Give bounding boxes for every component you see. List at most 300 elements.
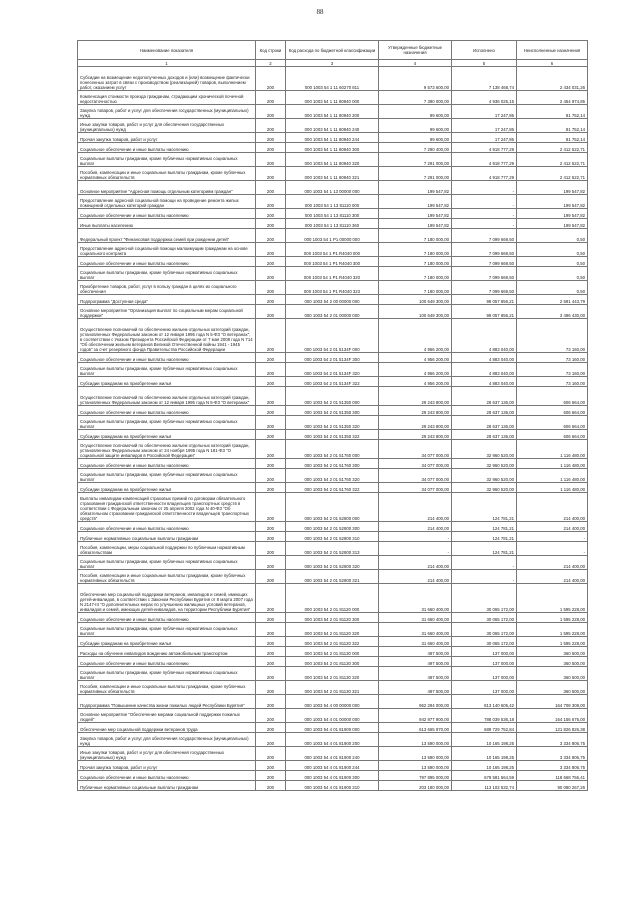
row-code: 200 <box>256 229 286 243</box>
row-name: Осуществление полномочий по обеспечению жильем отдельных категорий граждан, установленных Федеральным законом от 12 января 1995 года N 5-ФЗ "О ветеранах" <box>78 387 256 406</box>
row-executed: 30 065 172,00 <box>452 584 517 613</box>
column-index: 2 <box>256 60 286 67</box>
row-executed: 4 883 040,00 <box>452 377 517 387</box>
row-executed: 788 039 536,18 <box>452 709 517 723</box>
column-index: 5 <box>452 60 517 67</box>
row-remaining: 606 664,00 <box>517 430 588 440</box>
row-classification: 000 1003 54 2 01 51760 322 <box>286 483 379 493</box>
row-remaining: 2 412 522,71 <box>517 167 588 181</box>
row-executed: 28 637 136,00 <box>452 416 517 430</box>
row-name: Предоставление адресной социальной помощи на проведение ремонта жилых помещений отдельных категорий граждан <box>78 195 256 209</box>
row-classification: 000 1003 54 1 P1 R4040 000 <box>286 243 379 257</box>
row-classification: 000 1003 54 2 01 5134F 300 <box>286 353 379 363</box>
table-header-row <box>78 41 588 60</box>
row-classification: 000 1003 54 2 01 51350 000 <box>286 387 379 406</box>
table-row <box>78 267 588 281</box>
row-approved: 214 400,00 <box>379 556 452 570</box>
row-approved: 34 077 000,00 <box>379 469 452 483</box>
row-remaining: 1 116 480,00 <box>517 483 588 493</box>
row-executed: 4 883 040,00 <box>452 353 517 363</box>
row-remaining: 199 547,82 <box>517 219 588 229</box>
row-remaining: 121 826 826,38 <box>517 723 588 733</box>
row-remaining: 0,50 <box>517 267 588 281</box>
row-remaining: 606 664,00 <box>517 406 588 416</box>
header-executed: Исполнено <box>452 41 517 60</box>
row-approved: 4 956 200,00 <box>379 319 452 353</box>
row-remaining: 0,50 <box>517 243 588 257</box>
row-code: 200 <box>256 483 286 493</box>
row-approved: - <box>379 542 452 556</box>
table-row <box>78 733 588 747</box>
row-executed: 7 099 669,50 <box>452 229 517 243</box>
table-row <box>78 416 588 430</box>
row-classification: 000 1003 54 2 01 52800 300 <box>286 522 379 532</box>
row-remaining: 3 334 806,75 <box>517 747 588 761</box>
table-row <box>78 257 588 267</box>
table-row <box>78 570 588 584</box>
row-name: Компенсация стоимости проезда гражданам, страдающим хронической почечной недостаточностью <box>78 91 256 105</box>
row-name: Субсидии гражданам на приобретение жилья <box>78 430 256 440</box>
row-code: 200 <box>256 133 286 143</box>
table-row <box>78 363 588 377</box>
row-executed: 4 918 777,29 <box>452 167 517 181</box>
row-code: 200 <box>256 637 286 647</box>
row-code: 200 <box>256 522 286 532</box>
row-classification: 000 1003 54 2 01 81120 000 <box>286 584 379 613</box>
table-row <box>78 459 588 469</box>
row-executed: 17 247,86 <box>452 119 517 133</box>
row-remaining: - <box>517 542 588 556</box>
row-executed: 32 960 520,00 <box>452 459 517 469</box>
row-approved: 497 500,00 <box>379 647 452 657</box>
row-executed: 98 057 856,21 <box>452 295 517 305</box>
row-classification: 000 1003 54 2 01 81130 000 <box>286 647 379 657</box>
row-executed: 7 099 669,50 <box>452 257 517 267</box>
row-code: 200 <box>256 153 286 167</box>
table-row <box>78 469 588 483</box>
row-name: Социальное обеспечение и иные выплаты населению <box>78 657 256 667</box>
row-code: 200 <box>256 416 286 430</box>
row-classification: 000 1003 54 2 01 52800 000 <box>286 493 379 522</box>
row-approved: 31 660 400,00 <box>379 613 452 623</box>
row-name: Закупка товаров, работ и услуг для обеспечения государственных (муниципальных) нужд <box>78 105 256 119</box>
row-classification: 000 1003 54 1 13 00000 000 <box>286 181 379 195</box>
page-number: 88 <box>316 8 324 16</box>
row-name: Социальное обеспечение и иные выплаты населению <box>78 613 256 623</box>
row-classification: 000 1003 54 2 01 5134F 000 <box>286 319 379 353</box>
row-approved: 29 243 800,00 <box>379 406 452 416</box>
table-row <box>78 377 588 387</box>
row-classification: 000 1003 54 1 11 80940 320 <box>286 153 379 167</box>
table-row <box>78 67 588 91</box>
table-row <box>78 709 588 723</box>
row-remaining: 1 116 480,00 <box>517 440 588 459</box>
row-code: 200 <box>256 305 286 319</box>
table-row <box>78 133 588 143</box>
row-code: 200 <box>256 771 286 781</box>
row-code: 200 <box>256 377 286 387</box>
row-name: Социальное обеспечение и иные выплаты населению <box>78 459 256 469</box>
table-row <box>78 229 588 243</box>
row-approved: 4 956 200,00 <box>379 353 452 363</box>
row-executed: 10 165 198,25 <box>452 733 517 747</box>
row-remaining: 3 334 806,75 <box>517 761 588 771</box>
row-remaining: 2 434 031,26 <box>517 67 588 91</box>
row-classification: 000 1003 54 4 01 81900 240 <box>286 747 379 761</box>
row-executed: 4 883 040,00 <box>452 319 517 353</box>
row-code: 200 <box>256 469 286 483</box>
row-approved: 29 243 800,00 <box>379 387 452 406</box>
row-remaining: 73 160,00 <box>517 377 588 387</box>
row-remaining: 1 116 480,00 <box>517 459 588 469</box>
row-executed: 32 960 520,00 <box>452 483 517 493</box>
row-executed: 137 000,00 <box>452 647 517 657</box>
row-remaining: 214 400,00 <box>517 556 588 570</box>
row-name: Публичные нормативные социальные выплаты гражданам <box>78 532 256 542</box>
row-name: Осуществление полномочий по обеспечению жильем отдельных категорий граждан, установленных Федеральным законом от 24 ноября 1995 года N 181-ФЗ "О социальной защите инвалидов в Российской Федерации" <box>78 440 256 459</box>
row-approved: 7 390 000,00 <box>379 91 452 105</box>
row-name: Пособия, компенсации и иные социальные выплаты гражданам, кроме публичных нормативных обязательств <box>78 681 256 695</box>
row-classification: 000 1003 54 2 01 51760 300 <box>286 459 379 469</box>
row-name: Социальное обеспечение и иные выплаты населению <box>78 522 256 532</box>
row-executed: 7 138 468,74 <box>452 67 517 91</box>
row-classification: 000 1003 54 1 P1 00000 000 <box>286 229 379 243</box>
row-code: 200 <box>256 657 286 667</box>
row-classification: 000 1003 54 1 13 81110 000 <box>286 195 379 209</box>
row-executed: 30 065 172,00 <box>452 623 517 637</box>
row-code: 200 <box>256 667 286 681</box>
row-name: Пособия, компенсации, меры социальной поддержки по публичным нормативным обязательствам <box>78 542 256 556</box>
table-row <box>78 781 588 791</box>
table-row <box>78 483 588 493</box>
row-code: 200 <box>256 709 286 723</box>
column-index: 3 <box>286 60 379 67</box>
row-remaining: 2 412 522,71 <box>517 153 588 167</box>
row-approved: 99 600,00 <box>379 105 452 119</box>
row-name: Социальное обеспечение и иные выплаты населению <box>78 257 256 267</box>
row-classification: 000 1003 54 2 01 51760 000 <box>286 440 379 459</box>
row-classification: 000 1003 54 2 01 81120 320 <box>286 623 379 637</box>
row-remaining: 214 400,00 <box>517 522 588 532</box>
row-classification: 000 1003 54 2 01 81130 320 <box>286 667 379 681</box>
row-remaining: 0,50 <box>517 229 588 243</box>
table-row <box>78 440 588 459</box>
row-code: 200 <box>256 623 286 637</box>
row-code: 200 <box>256 267 286 281</box>
row-classification: 000 1003 54 2 01 81130 300 <box>286 657 379 667</box>
table-row <box>78 353 588 363</box>
row-name: Основное мероприятие "Организация выплат по социальным мерам социальной поддержки" <box>78 305 256 319</box>
row-classification: 000 1003 54 2 01 52800 313 <box>286 542 379 556</box>
row-approved: 4 956 200,00 <box>379 363 452 377</box>
row-name: Пособия, компенсации и иные социальные выплаты гражданам, кроме публичных нормативных обязательств <box>78 570 256 584</box>
row-approved: 34 077 000,00 <box>379 459 452 469</box>
row-code: 200 <box>256 257 286 267</box>
row-code: 200 <box>256 584 286 613</box>
row-executed: - <box>452 570 517 584</box>
row-name: Субсидии гражданам на приобретение жилья <box>78 377 256 387</box>
row-code: 200 <box>256 119 286 133</box>
row-approved: 7 180 000,00 <box>379 281 452 295</box>
row-remaining: 360 500,00 <box>517 667 588 681</box>
row-executed: 4 883 040,00 <box>452 363 517 377</box>
row-name: Социальные выплаты гражданам, кроме публичных нормативных социальных выплат <box>78 623 256 637</box>
row-code: 200 <box>256 733 286 747</box>
row-approved: 962 294 000,00 <box>379 695 452 709</box>
row-approved: 199 547,82 <box>379 181 452 195</box>
row-classification: 000 1003 54 2 01 52800 320 <box>286 556 379 570</box>
column-index: 6 <box>517 60 588 67</box>
table-row <box>78 281 588 295</box>
row-executed: 124 781,21 <box>452 542 517 556</box>
row-approved: 29 243 800,00 <box>379 430 452 440</box>
row-name: Иные выплаты населению <box>78 219 256 229</box>
row-code: 200 <box>256 493 286 522</box>
row-name: Субсидии гражданам на приобретение жилья <box>78 483 256 493</box>
row-approved: 7 180 000,00 <box>379 257 452 267</box>
row-approved: 214 400,00 <box>379 522 452 532</box>
row-code: 200 <box>256 167 286 181</box>
table-row <box>78 522 588 532</box>
row-classification: 000 1003 54 2 00 00000 000 <box>286 295 379 305</box>
row-remaining: 199 547,82 <box>517 209 588 219</box>
row-classification: 000 1003 54 2 01 81130 321 <box>286 681 379 695</box>
row-code: 200 <box>256 647 286 657</box>
row-name: Иные закупки товаров, работ и услуг для обеспечения государственных (муниципальных) нужд <box>78 119 256 133</box>
row-code: 200 <box>256 181 286 195</box>
row-executed: 32 960 520,00 <box>452 469 517 483</box>
table-row <box>78 295 588 305</box>
row-classification: 000 1003 54 1 11 80940 244 <box>286 133 379 143</box>
table-row <box>78 542 588 556</box>
row-name: Подпрограмма "Доступная среда" <box>78 295 256 305</box>
row-classification: 000 1003 54 2 01 51350 300 <box>286 406 379 416</box>
row-approved: 7 290 400,00 <box>379 143 452 153</box>
row-code: 200 <box>256 353 286 363</box>
table-row <box>78 153 588 167</box>
row-classification: 000 1003 54 4 00 00000 000 <box>286 695 379 709</box>
row-approved: 9 573 600,00 <box>379 67 452 91</box>
row-executed: 124 781,21 <box>452 522 517 532</box>
row-classification: 000 1003 54 1 P1 R4040 323 <box>286 281 379 295</box>
row-approved: 4 956 200,00 <box>379 377 452 387</box>
row-classification: 000 1003 54 1 11 80940 000 <box>286 91 379 105</box>
row-name: Публичные нормативные социальные выплаты гражданам <box>78 781 256 791</box>
row-code: 200 <box>256 570 286 584</box>
row-name: Подпрограмма "Повышение качества жизни пожилых людей Республики Бурятия" <box>78 695 256 709</box>
row-remaining: 81 752,14 <box>517 119 588 133</box>
row-executed: 137 000,00 <box>452 657 517 667</box>
row-approved: 13 590 000,00 <box>379 761 452 771</box>
row-classification: 000 1003 54 1 11 60270 811 <box>286 67 379 91</box>
row-code: 200 <box>256 209 286 219</box>
row-name: Основное мероприятие "Адресная помощь отдельным категориям граждан" <box>78 181 256 195</box>
row-remaining: 164 708 309,00 <box>517 695 588 709</box>
row-remaining: 606 664,00 <box>517 387 588 406</box>
row-name: Обеспечение мер социальной поддержки ветеранов труда <box>78 723 256 733</box>
row-executed: 30 065 172,00 <box>452 613 517 623</box>
table-row <box>78 657 588 667</box>
row-remaining: 0,50 <box>517 281 588 295</box>
table-row <box>78 556 588 570</box>
header-class: Код расхода по бюджетной классификации <box>286 41 379 60</box>
table-row <box>78 119 588 133</box>
row-name: Социальные выплаты гражданам, кроме публичных нормативных социальных выплат <box>78 363 256 377</box>
row-approved: 797 895 000,00 <box>379 771 452 781</box>
row-remaining: 214 400,00 <box>517 570 588 584</box>
row-approved: 497 500,00 <box>379 667 452 681</box>
row-approved: 31 660 400,00 <box>379 584 452 613</box>
table-body <box>78 67 588 791</box>
row-executed: - <box>452 195 517 209</box>
row-classification: 000 1003 54 4 01 81900 310 <box>286 781 379 791</box>
row-approved: 7 291 000,00 <box>379 167 452 181</box>
row-remaining: 360 500,00 <box>517 647 588 657</box>
row-name: Социальные выплаты гражданам, кроме публичных нормативных социальных выплат <box>78 469 256 483</box>
row-executed: 4 936 025,15 <box>452 91 517 105</box>
row-code: 200 <box>256 613 286 623</box>
table-row <box>78 143 588 153</box>
row-code: 200 <box>256 681 286 695</box>
row-classification: 000 1003 54 1 11 80940 321 <box>286 167 379 181</box>
table-row <box>78 771 588 781</box>
header-approved: Утвержденные бюджетные назначения <box>379 41 452 60</box>
table-row <box>78 681 588 695</box>
row-name: Основное мероприятие "Обеспечение мерами социальной поддержки пожилых людей" <box>78 709 256 723</box>
row-executed: 98 057 856,21 <box>452 305 517 319</box>
row-remaining: 1 595 228,00 <box>517 584 588 613</box>
table-row <box>78 167 588 181</box>
table-row <box>78 532 588 542</box>
row-executed: 7 099 669,50 <box>452 267 517 281</box>
row-approved: 31 660 400,00 <box>379 623 452 637</box>
row-approved: - <box>379 532 452 542</box>
table-row <box>78 387 588 406</box>
row-approved: 214 400,00 <box>379 570 452 584</box>
row-approved: 203 180 000,00 <box>379 781 452 791</box>
row-executed: 17 247,86 <box>452 105 517 119</box>
row-executed: 689 729 752,84 <box>452 723 517 733</box>
row-code: 200 <box>256 219 286 229</box>
row-executed: 124 781,21 <box>452 493 517 522</box>
row-code: 200 <box>256 281 286 295</box>
row-executed: 28 637 136,00 <box>452 406 517 416</box>
row-approved: 34 077 000,00 <box>379 440 452 459</box>
row-name: Социальные выплаты гражданам, кроме публичных нормативных социальных выплат <box>78 667 256 681</box>
table-row <box>78 647 588 657</box>
table-row <box>78 319 588 353</box>
row-code: 200 <box>256 532 286 542</box>
row-code: 200 <box>256 430 286 440</box>
table-row <box>78 747 588 761</box>
row-remaining: 214 400,00 <box>517 493 588 522</box>
row-classification: 000 1003 54 2 01 81120 300 <box>286 613 379 623</box>
row-code: 200 <box>256 387 286 406</box>
row-code: 200 <box>256 723 286 733</box>
row-approved: 31 660 400,00 <box>379 637 452 647</box>
row-remaining: 3 496 430,00 <box>517 305 588 319</box>
row-name: Обеспечение мер социальной поддержки ветеранов, инвалидов и семей, имеющих детей-инвалидов, в соответствии с Законом Республики Бурятия от 8 марта 2007 года N 2147-III "О дополнительных мерах по улучшению жилищных условий ветеранов, инвалидов и семей, имеющих детей-инвалидов, на территории Республики Бурятия" <box>78 584 256 613</box>
row-approved: 100 649 300,00 <box>379 305 452 319</box>
table-row <box>78 695 588 709</box>
row-code: 200 <box>256 105 286 119</box>
row-code: 200 <box>256 781 286 791</box>
row-remaining: 606 664,00 <box>517 416 588 430</box>
row-remaining: 2 454 974,85 <box>517 91 588 105</box>
column-index: 4 <box>379 60 452 67</box>
row-code: 200 <box>256 556 286 570</box>
row-code: 200 <box>256 459 286 469</box>
row-approved: 7 180 000,00 <box>379 267 452 281</box>
row-executed: 32 960 520,00 <box>452 440 517 459</box>
table-row <box>78 91 588 105</box>
row-executed: 10 165 198,25 <box>452 747 517 761</box>
row-remaining: 1 595 228,00 <box>517 637 588 647</box>
table-row <box>78 195 588 209</box>
row-code: 200 <box>256 67 286 91</box>
table-row <box>78 723 588 733</box>
table-row <box>78 406 588 416</box>
row-classification: 000 1003 54 2 01 52800 321 <box>286 570 379 584</box>
row-remaining: 2 412 522,71 <box>517 143 588 153</box>
row-executed: 137 000,00 <box>452 667 517 681</box>
row-executed: 4 918 777,29 <box>452 153 517 167</box>
row-executed: - <box>452 209 517 219</box>
row-classification: 000 1003 54 1 11 80940 240 <box>286 119 379 133</box>
row-code: 200 <box>256 695 286 709</box>
row-code: 200 <box>256 195 286 209</box>
row-remaining: 81 752,14 <box>517 133 588 143</box>
row-code: 200 <box>256 243 286 257</box>
row-approved: 942 977 900,00 <box>379 709 452 723</box>
row-approved: 199 547,82 <box>379 219 452 229</box>
row-approved: 13 590 000,00 <box>379 747 452 761</box>
row-approved: 214 400,00 <box>379 493 452 522</box>
table-row <box>78 584 588 613</box>
row-code: 200 <box>256 319 286 353</box>
row-approved: 99 600,00 <box>379 133 452 143</box>
table-row <box>78 305 588 319</box>
row-remaining: 90 080 267,26 <box>517 781 588 791</box>
row-classification: 000 1003 54 2 01 5134F 322 <box>286 377 379 387</box>
table-row <box>78 667 588 681</box>
row-name: Федеральный проект "Финансовая поддержка семей при рождении детей" <box>78 229 256 243</box>
row-code: 200 <box>256 542 286 556</box>
row-name: Социальное обеспечение и иные выплаты населению <box>78 353 256 363</box>
row-name: Социальные выплаты гражданам, кроме публичных нормативных социальных выплат <box>78 267 256 281</box>
row-executed: - <box>452 556 517 570</box>
column-index-row <box>78 60 588 67</box>
row-executed: 30 065 172,00 <box>452 637 517 647</box>
row-executed: - <box>452 181 517 195</box>
row-executed: 813 140 605,42 <box>452 695 517 709</box>
row-approved: 7 180 000,00 <box>379 229 452 243</box>
row-remaining: 81 752,14 <box>517 105 588 119</box>
row-approved: 199 547,82 <box>379 209 452 219</box>
row-approved: 497 500,00 <box>379 657 452 667</box>
row-remaining: 0,50 <box>517 257 588 267</box>
header-remaining: Неисполненные назначения <box>517 41 588 60</box>
row-approved: 99 600,00 <box>379 119 452 133</box>
row-approved: 613 665 970,00 <box>379 723 452 733</box>
table-row <box>78 761 588 771</box>
row-name: Прочая закупка товаров, работ и услуг <box>78 761 256 771</box>
row-executed: 10 165 198,25 <box>452 761 517 771</box>
row-remaining: 118 668 756,41 <box>517 771 588 781</box>
row-name: Социальное обеспечение и иные выплаты населению <box>78 771 256 781</box>
row-classification: 000 1003 54 2 01 51350 320 <box>286 416 379 430</box>
row-code: 200 <box>256 440 286 459</box>
